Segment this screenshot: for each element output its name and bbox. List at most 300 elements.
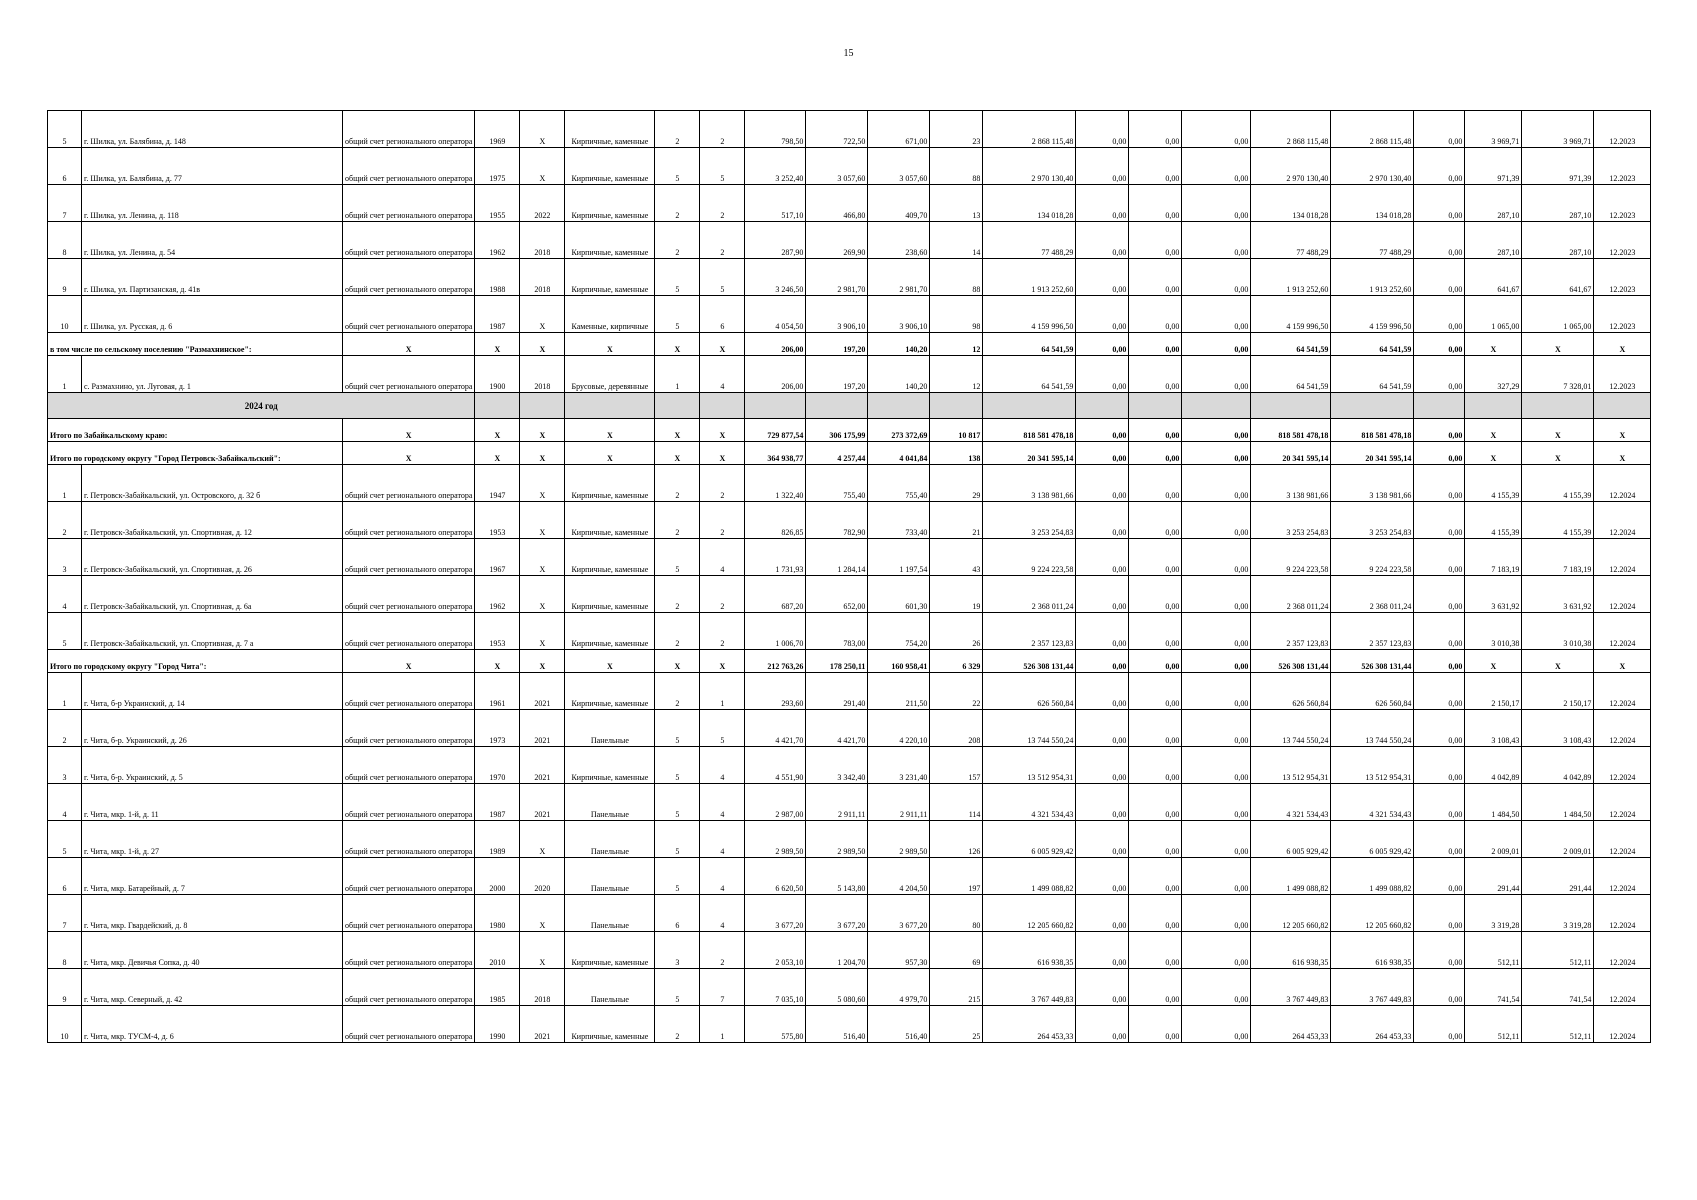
cell-c6: 0,00 bbox=[1414, 296, 1465, 333]
cell-c6: 0,00 bbox=[1414, 1006, 1465, 1043]
cell-cost: 9 224 223,58 bbox=[983, 539, 1076, 576]
cell-c4: 264 453,33 bbox=[1251, 1006, 1331, 1043]
cell-c2: 0,00 bbox=[1129, 539, 1182, 576]
year-section-row bbox=[48, 393, 1651, 419]
cell-c4: 1 499 088,82 bbox=[1251, 858, 1331, 895]
year-row-cell bbox=[700, 393, 745, 419]
cell-area-res: 754,20 bbox=[868, 613, 930, 650]
cell-area-all: 783,00 bbox=[806, 613, 868, 650]
cell-c1: 0,00 bbox=[1076, 148, 1129, 185]
cell-cost: 2 357 123,83 bbox=[983, 613, 1076, 650]
cell-year-built: 1987 bbox=[475, 784, 520, 821]
cell-c6: 0,00 bbox=[1414, 895, 1465, 932]
cell-area-res: 2 989,50 bbox=[868, 821, 930, 858]
fund-method-cell: общий счет регионального оператора bbox=[343, 185, 475, 222]
cell-year-repair: X bbox=[520, 895, 565, 932]
cell-year-repair: 2018 bbox=[520, 222, 565, 259]
cell-floors: 2 bbox=[655, 1006, 700, 1043]
year-row-cell bbox=[1251, 393, 1331, 419]
cell-total-area: 729 877,54 bbox=[745, 419, 806, 442]
cell-walls: X bbox=[565, 442, 655, 465]
cell-c6: 0,00 bbox=[1414, 613, 1465, 650]
cell-c3: 0,00 bbox=[1182, 356, 1251, 393]
wall-material-cell: Панельные bbox=[565, 969, 655, 1006]
cell-c2: 0,00 bbox=[1129, 465, 1182, 502]
cell-c1: 0,00 bbox=[1076, 576, 1129, 613]
cell-area-res: 3 057,60 bbox=[868, 148, 930, 185]
address-cell: г. Чита, мкр. Батарейный, д. 7 bbox=[82, 858, 343, 895]
cell-year-built: X bbox=[475, 419, 520, 442]
cell-c6: 0,00 bbox=[1414, 502, 1465, 539]
cell-limit-cost: 741,54 bbox=[1522, 969, 1594, 1006]
cell-unit-cost: 287,10 bbox=[1465, 185, 1522, 222]
cell-c4: 2 868 115,48 bbox=[1251, 111, 1331, 148]
table-row bbox=[48, 895, 1651, 932]
cell-c1: 0,00 bbox=[1076, 821, 1129, 858]
wall-material-cell: Кирпичные, каменные bbox=[565, 465, 655, 502]
year-row-cell bbox=[983, 393, 1076, 419]
cell-deadline: 12.2024 bbox=[1594, 969, 1651, 1006]
cell-c5: 6 005 929,42 bbox=[1331, 821, 1414, 858]
cell-residents: 10 817 bbox=[930, 419, 983, 442]
cell-residents: 13 bbox=[930, 185, 983, 222]
cell-c5: 13 512 954,31 bbox=[1331, 747, 1414, 784]
row-number: 5 bbox=[48, 821, 82, 858]
cell-total-area: 287,90 bbox=[745, 222, 806, 259]
cell-year-built: 1962 bbox=[475, 222, 520, 259]
cell-deadline: 12.2023 bbox=[1594, 296, 1651, 333]
cell-residents: 26 bbox=[930, 613, 983, 650]
cell-cost: 2 970 130,40 bbox=[983, 148, 1076, 185]
cell-floors: 5 bbox=[655, 710, 700, 747]
cell-c6: 0,00 bbox=[1414, 356, 1465, 393]
cell-year-repair: 2021 bbox=[520, 747, 565, 784]
cell-cost: 4 159 996,50 bbox=[983, 296, 1076, 333]
table-row bbox=[48, 1006, 1651, 1043]
cell-limit-cost: 4 155,39 bbox=[1522, 502, 1594, 539]
cell-cost: 4 321 534,43 bbox=[983, 784, 1076, 821]
year-row-cell bbox=[930, 393, 983, 419]
cell-residents: 19 bbox=[930, 576, 983, 613]
table-row bbox=[48, 710, 1651, 747]
cell-floors: 5 bbox=[655, 858, 700, 895]
cell-cost: 13 512 954,31 bbox=[983, 747, 1076, 784]
cell-deadline: 12.2024 bbox=[1594, 1006, 1651, 1043]
cell-c5: 64 541,59 bbox=[1331, 356, 1414, 393]
cell-c6: 0,00 bbox=[1414, 333, 1465, 356]
row-number: 10 bbox=[48, 1006, 82, 1043]
cell-c2: 0,00 bbox=[1129, 296, 1182, 333]
cell-c5: 818 581 478,18 bbox=[1331, 419, 1414, 442]
cell-deadline: 12.2023 bbox=[1594, 259, 1651, 296]
address-cell: г. Петровск-Забайкальский, ул. Спортивная, д. 7 а bbox=[82, 613, 343, 650]
cell-c2: 0,00 bbox=[1129, 613, 1182, 650]
cell-floors: X bbox=[655, 650, 700, 673]
cell-residents: 12 bbox=[930, 333, 983, 356]
cell-unit-cost: 971,39 bbox=[1465, 148, 1522, 185]
address-cell: г. Петровск-Забайкальский, ул. Спортивная, д. 6а bbox=[82, 576, 343, 613]
address-cell: г. Чита, мкр. 1-й, д. 11 bbox=[82, 784, 343, 821]
cell-c3: 0,00 bbox=[1182, 148, 1251, 185]
cell-area-res: 733,40 bbox=[868, 502, 930, 539]
table-row bbox=[48, 111, 1651, 148]
cell-unit-cost: 512,11 bbox=[1465, 1006, 1522, 1043]
cell-total-area: 206,00 bbox=[745, 333, 806, 356]
cell-c3: 0,00 bbox=[1182, 613, 1251, 650]
cell-c4: 2 970 130,40 bbox=[1251, 148, 1331, 185]
cell-deadline: 12.2023 bbox=[1594, 356, 1651, 393]
cell-unit-cost: 3 319,28 bbox=[1465, 895, 1522, 932]
cell-year-repair: 2021 bbox=[520, 1006, 565, 1043]
cell-c2: 0,00 bbox=[1129, 895, 1182, 932]
fund-method-cell: общий счет регионального оператора bbox=[343, 673, 475, 710]
address-cell: г. Шилка, ул. Балябина, д. 77 bbox=[82, 148, 343, 185]
wall-material-cell: Брусовые, деревянные bbox=[565, 356, 655, 393]
cell-unit-cost: X bbox=[1465, 419, 1522, 442]
cell-c3: 0,00 bbox=[1182, 747, 1251, 784]
table-row bbox=[48, 296, 1651, 333]
cell-residents: 208 bbox=[930, 710, 983, 747]
cell-residents: 80 bbox=[930, 895, 983, 932]
address-cell: г. Шилка, ул. Ленина, д. 118 bbox=[82, 185, 343, 222]
cell-area-all: 722,50 bbox=[806, 111, 868, 148]
cell-total-area: 1 006,70 bbox=[745, 613, 806, 650]
cell-floors: 2 bbox=[655, 673, 700, 710]
cell-total-area: 1 322,40 bbox=[745, 465, 806, 502]
cell-unit-cost: 4 155,39 bbox=[1465, 465, 1522, 502]
cell-cost: 77 488,29 bbox=[983, 222, 1076, 259]
cell-floors: 5 bbox=[655, 784, 700, 821]
year-heading: 2024 год bbox=[48, 393, 475, 419]
fund-method-cell: общий счет регионального оператора bbox=[343, 821, 475, 858]
fund-method-cell: общий счет регионального оператора bbox=[343, 465, 475, 502]
year-row-cell bbox=[868, 393, 930, 419]
cell-area-all: 1 284,14 bbox=[806, 539, 868, 576]
cell-year-built: 1955 bbox=[475, 185, 520, 222]
cell-year-built: 1900 bbox=[475, 356, 520, 393]
cell-c1: 0,00 bbox=[1076, 895, 1129, 932]
cell-cost: 626 560,84 bbox=[983, 673, 1076, 710]
cell-total-area: 2 989,50 bbox=[745, 821, 806, 858]
row-number: 4 bbox=[48, 784, 82, 821]
cell-c1: 0,00 bbox=[1076, 1006, 1129, 1043]
cell-c5: 9 224 223,58 bbox=[1331, 539, 1414, 576]
cell-c3: 0,00 bbox=[1182, 502, 1251, 539]
cell-c6: 0,00 bbox=[1414, 710, 1465, 747]
cell-c4: 2 357 123,83 bbox=[1251, 613, 1331, 650]
cell-year-built: 1969 bbox=[475, 111, 520, 148]
fund-method-cell: общий счет регионального оператора bbox=[343, 222, 475, 259]
cell-unit-cost: 4 155,39 bbox=[1465, 502, 1522, 539]
cell-cost: 13 744 550,24 bbox=[983, 710, 1076, 747]
cell-c3: 0,00 bbox=[1182, 821, 1251, 858]
cell-year-repair: 2018 bbox=[520, 356, 565, 393]
cell-entrances: 5 bbox=[700, 148, 745, 185]
cell-area-all: 5 080,60 bbox=[806, 969, 868, 1006]
cell-c3: 0,00 bbox=[1182, 442, 1251, 465]
cell-c2: 0,00 bbox=[1129, 148, 1182, 185]
cell-c1: 0,00 bbox=[1076, 465, 1129, 502]
cell-total-area: 4 421,70 bbox=[745, 710, 806, 747]
fund-method-cell: общий счет регионального оператора bbox=[343, 539, 475, 576]
cell-area-all: 5 143,80 bbox=[806, 858, 868, 895]
address-cell: г. Чита, б-р. Украинский, д. 26 bbox=[82, 710, 343, 747]
cell-walls: X bbox=[565, 419, 655, 442]
cell-year-repair: 2022 bbox=[520, 185, 565, 222]
cell-year-built: 1990 bbox=[475, 1006, 520, 1043]
cell-year-repair: X bbox=[520, 148, 565, 185]
cell-deadline: X bbox=[1594, 419, 1651, 442]
fund-method-cell: общий счет регионального оператора bbox=[343, 613, 475, 650]
row-number: 3 bbox=[48, 747, 82, 784]
cell-floors: 3 bbox=[655, 932, 700, 969]
cell-c2: 0,00 bbox=[1129, 502, 1182, 539]
cell-floors: 2 bbox=[655, 185, 700, 222]
cell-c1: 0,00 bbox=[1076, 333, 1129, 356]
cell-floors: 5 bbox=[655, 969, 700, 1006]
wall-material-cell: Каменные, кирпичные bbox=[565, 296, 655, 333]
cell-limit-cost: 7 328,01 bbox=[1522, 356, 1594, 393]
cell-year-built: 1989 bbox=[475, 821, 520, 858]
cell-c3: 0,00 bbox=[1182, 185, 1251, 222]
address-cell: г. Чита, мкр. Девичья Сопка, д. 40 bbox=[82, 932, 343, 969]
cell-floors: 5 bbox=[655, 148, 700, 185]
cell-floors: X bbox=[655, 442, 700, 465]
cell-area-res: 601,30 bbox=[868, 576, 930, 613]
cell-area-res: 238,60 bbox=[868, 222, 930, 259]
cell-total-area: 4 551,90 bbox=[745, 747, 806, 784]
cell-year-repair: 2021 bbox=[520, 710, 565, 747]
address-cell: г. Шилка, ул. Русская, д. 6 bbox=[82, 296, 343, 333]
cell-fund: X bbox=[343, 650, 475, 673]
cell-year-built: 1973 bbox=[475, 710, 520, 747]
cell-unit-cost: 512,11 bbox=[1465, 932, 1522, 969]
cell-cost: 3 253 254,83 bbox=[983, 502, 1076, 539]
cell-limit-cost: 287,10 bbox=[1522, 222, 1594, 259]
year-row-cell bbox=[806, 393, 868, 419]
cell-floors: 2 bbox=[655, 222, 700, 259]
cell-cost: 526 308 131,44 bbox=[983, 650, 1076, 673]
cell-cost: 6 005 929,42 bbox=[983, 821, 1076, 858]
cell-c1: 0,00 bbox=[1076, 673, 1129, 710]
fund-method-cell: общий счет регионального оператора bbox=[343, 895, 475, 932]
wall-material-cell: Кирпичные, каменные bbox=[565, 747, 655, 784]
cell-total-area: 826,85 bbox=[745, 502, 806, 539]
row-number: 5 bbox=[48, 111, 82, 148]
row-number: 4 bbox=[48, 576, 82, 613]
cell-unit-cost: 287,10 bbox=[1465, 222, 1522, 259]
cell-c5: 4 159 996,50 bbox=[1331, 296, 1414, 333]
row-number: 8 bbox=[48, 222, 82, 259]
cell-area-res: 4 979,70 bbox=[868, 969, 930, 1006]
cell-c2: 0,00 bbox=[1129, 111, 1182, 148]
cell-year-repair: X bbox=[520, 821, 565, 858]
cell-deadline: 12.2024 bbox=[1594, 465, 1651, 502]
cell-c2: 0,00 bbox=[1129, 576, 1182, 613]
cell-total-area: 3 677,20 bbox=[745, 895, 806, 932]
cell-c2: 0,00 bbox=[1129, 858, 1182, 895]
cell-area-res: 4 041,84 bbox=[868, 442, 930, 465]
cell-c3: 0,00 bbox=[1182, 858, 1251, 895]
cell-area-res: 755,40 bbox=[868, 465, 930, 502]
cell-limit-cost: 4 042,89 bbox=[1522, 747, 1594, 784]
cell-limit-cost: X bbox=[1522, 442, 1594, 465]
table-row bbox=[48, 969, 1651, 1006]
cell-year-repair: X bbox=[520, 613, 565, 650]
cell-entrances: 5 bbox=[700, 259, 745, 296]
cell-limit-cost: 4 155,39 bbox=[1522, 465, 1594, 502]
cell-area-res: 409,70 bbox=[868, 185, 930, 222]
cell-area-res: 211,50 bbox=[868, 673, 930, 710]
cell-limit-cost: 3 010,38 bbox=[1522, 613, 1594, 650]
cell-deadline: X bbox=[1594, 333, 1651, 356]
cell-entrances: 2 bbox=[700, 222, 745, 259]
table-row bbox=[48, 185, 1651, 222]
cell-residents: 43 bbox=[930, 539, 983, 576]
cell-limit-cost: 3 631,92 bbox=[1522, 576, 1594, 613]
cell-entrances: 1 bbox=[700, 673, 745, 710]
cell-year-repair: X bbox=[520, 932, 565, 969]
cell-walls: X bbox=[565, 650, 655, 673]
fund-method-cell: общий счет регионального оператора bbox=[343, 784, 475, 821]
cell-c6: 0,00 bbox=[1414, 673, 1465, 710]
cell-c1: 0,00 bbox=[1076, 296, 1129, 333]
cell-deadline: 12.2024 bbox=[1594, 821, 1651, 858]
year-row-cell bbox=[1414, 393, 1465, 419]
wall-material-cell: Кирпичные, каменные bbox=[565, 259, 655, 296]
cell-c6: 0,00 bbox=[1414, 419, 1465, 442]
fund-method-cell: общий счет регионального оператора bbox=[343, 747, 475, 784]
cell-c4: 616 938,35 bbox=[1251, 932, 1331, 969]
row-number: 9 bbox=[48, 259, 82, 296]
cell-limit-cost: 3 969,71 bbox=[1522, 111, 1594, 148]
cell-area-res: 671,00 bbox=[868, 111, 930, 148]
cell-area-all: 1 204,70 bbox=[806, 932, 868, 969]
cell-year-built: X bbox=[475, 650, 520, 673]
cell-area-all: 652,00 bbox=[806, 576, 868, 613]
cell-c3: 0,00 bbox=[1182, 932, 1251, 969]
year-row-cell bbox=[1594, 393, 1651, 419]
cell-limit-cost: X bbox=[1522, 333, 1594, 356]
cell-entrances: 4 bbox=[700, 356, 745, 393]
cell-floors: 6 bbox=[655, 895, 700, 932]
wall-material-cell: Панельные bbox=[565, 858, 655, 895]
cell-cost: 616 938,35 bbox=[983, 932, 1076, 969]
cell-c3: 0,00 bbox=[1182, 111, 1251, 148]
cell-c4: 3 767 449,83 bbox=[1251, 969, 1331, 1006]
cell-c5: 2 868 115,48 bbox=[1331, 111, 1414, 148]
cell-year-repair: X bbox=[520, 419, 565, 442]
cell-c2: 0,00 bbox=[1129, 969, 1182, 1006]
cell-area-res: 160 958,41 bbox=[868, 650, 930, 673]
cell-year-built: 2010 bbox=[475, 932, 520, 969]
cell-year-repair: 2018 bbox=[520, 259, 565, 296]
cell-area-res: 957,30 bbox=[868, 932, 930, 969]
cell-c6: 0,00 bbox=[1414, 821, 1465, 858]
cell-cost: 818 581 478,18 bbox=[983, 419, 1076, 442]
cell-c6: 0,00 bbox=[1414, 222, 1465, 259]
cell-c1: 0,00 bbox=[1076, 442, 1129, 465]
cell-c4: 526 308 131,44 bbox=[1251, 650, 1331, 673]
fund-method-cell: общий счет регионального оператора bbox=[343, 710, 475, 747]
cell-cost: 64 541,59 bbox=[983, 333, 1076, 356]
cell-entrances: X bbox=[700, 419, 745, 442]
cell-limit-cost: 971,39 bbox=[1522, 148, 1594, 185]
fund-method-cell: общий счет регионального оператора bbox=[343, 932, 475, 969]
wall-material-cell: Кирпичные, каменные bbox=[565, 932, 655, 969]
wall-material-cell: Кирпичные, каменные bbox=[565, 502, 655, 539]
cell-c3: 0,00 bbox=[1182, 895, 1251, 932]
cell-year-repair: X bbox=[520, 539, 565, 576]
cell-c2: 0,00 bbox=[1129, 222, 1182, 259]
cell-area-all: 3 677,20 bbox=[806, 895, 868, 932]
cell-entrances: 6 bbox=[700, 296, 745, 333]
cell-total-area: 364 938,77 bbox=[745, 442, 806, 465]
cell-cost: 2 868 115,48 bbox=[983, 111, 1076, 148]
cell-year-repair: X bbox=[520, 650, 565, 673]
cell-deadline: 12.2023 bbox=[1594, 111, 1651, 148]
cell-c2: 0,00 bbox=[1129, 784, 1182, 821]
cell-total-area: 293,60 bbox=[745, 673, 806, 710]
cell-year-built: 1953 bbox=[475, 613, 520, 650]
cell-unit-cost: 2 150,17 bbox=[1465, 673, 1522, 710]
cell-c2: 0,00 bbox=[1129, 1006, 1182, 1043]
cell-c4: 6 005 929,42 bbox=[1251, 821, 1331, 858]
table-row bbox=[48, 148, 1651, 185]
cell-floors: 5 bbox=[655, 747, 700, 784]
cell-year-repair: X bbox=[520, 576, 565, 613]
cell-residents: 21 bbox=[930, 502, 983, 539]
cell-area-res: 3 231,40 bbox=[868, 747, 930, 784]
year-row-cell bbox=[1331, 393, 1414, 419]
cell-c4: 20 341 595,14 bbox=[1251, 442, 1331, 465]
cell-area-all: 466,80 bbox=[806, 185, 868, 222]
cell-year-built: 1975 bbox=[475, 148, 520, 185]
cell-c2: 0,00 bbox=[1129, 185, 1182, 222]
row-number: 5 bbox=[48, 613, 82, 650]
cell-total-area: 687,20 bbox=[745, 576, 806, 613]
cell-c6: 0,00 bbox=[1414, 148, 1465, 185]
cell-c4: 3 138 981,66 bbox=[1251, 465, 1331, 502]
fund-method-cell: общий счет регионального оператора bbox=[343, 1006, 475, 1043]
table-row bbox=[48, 747, 1651, 784]
cell-total-area: 3 246,50 bbox=[745, 259, 806, 296]
cell-area-all: 755,40 bbox=[806, 465, 868, 502]
cell-entrances: 4 bbox=[700, 784, 745, 821]
cell-cost: 3 767 449,83 bbox=[983, 969, 1076, 1006]
cell-deadline: X bbox=[1594, 442, 1651, 465]
cell-c1: 0,00 bbox=[1076, 858, 1129, 895]
cell-floors: 2 bbox=[655, 613, 700, 650]
cell-c3: 0,00 bbox=[1182, 296, 1251, 333]
cell-area-all: 2 981,70 bbox=[806, 259, 868, 296]
cell-total-area: 212 763,26 bbox=[745, 650, 806, 673]
cell-c3: 0,00 bbox=[1182, 784, 1251, 821]
cell-c1: 0,00 bbox=[1076, 747, 1129, 784]
wall-material-cell: Кирпичные, каменные bbox=[565, 539, 655, 576]
row-number: 7 bbox=[48, 895, 82, 932]
cell-c5: 2 368 011,24 bbox=[1331, 576, 1414, 613]
cell-limit-cost: 7 183,19 bbox=[1522, 539, 1594, 576]
cell-c5: 264 453,33 bbox=[1331, 1006, 1414, 1043]
fund-method-cell: общий счет регионального оператора bbox=[343, 296, 475, 333]
cell-c1: 0,00 bbox=[1076, 710, 1129, 747]
cell-c1: 0,00 bbox=[1076, 111, 1129, 148]
row-number: 2 bbox=[48, 502, 82, 539]
cell-residents: 12 bbox=[930, 356, 983, 393]
cell-c6: 0,00 bbox=[1414, 858, 1465, 895]
year-row-cell bbox=[1076, 393, 1129, 419]
